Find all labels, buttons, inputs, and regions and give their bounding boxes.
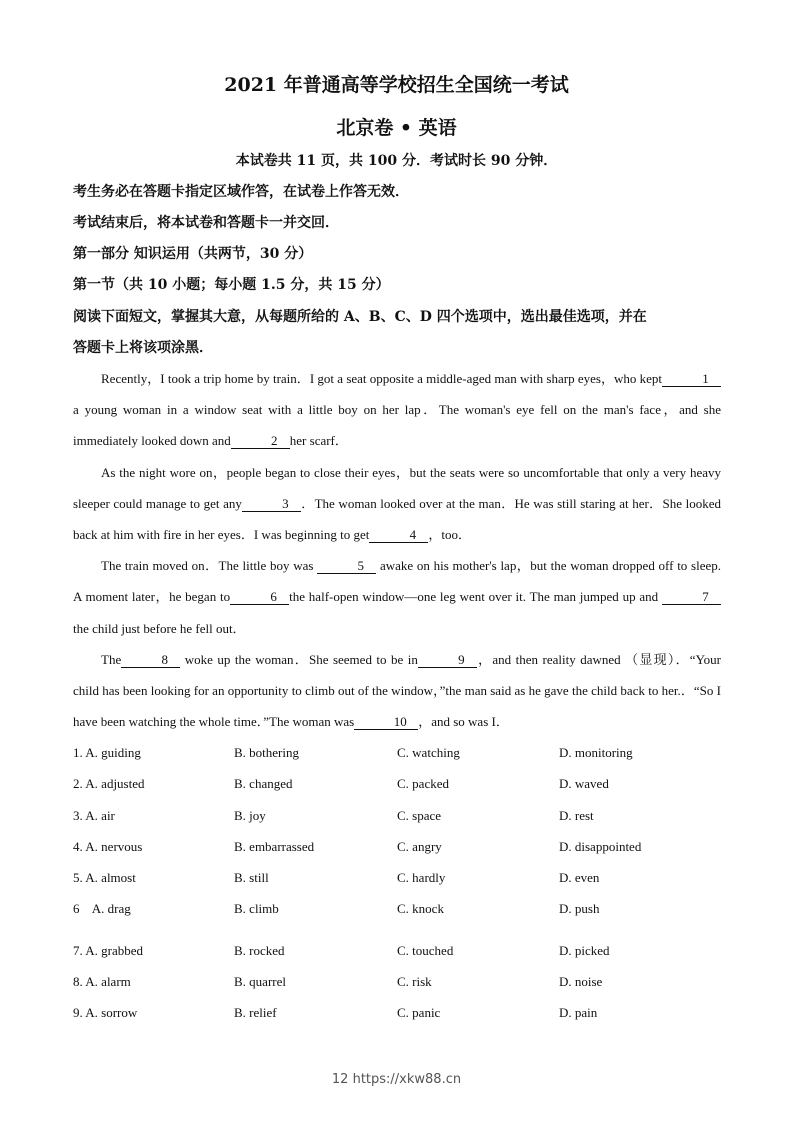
option-c: C. packed (397, 776, 449, 791)
passage-paragraph: As the night wore on，people began to close their eyes，but the seats were so uncomfortable that only a very heavy sleeper could manage to get any 3 ．The woman looked over at the man．He was still staring at her．She looked back at him with fire in her eyes．I was beginning to get 4 ，too． (73, 464, 721, 543)
answer-blank: 9 (418, 652, 477, 668)
instruction-line: 考生务必在答题卡指定区域作答，在试卷上作答无效． (73, 184, 409, 200)
passage-paragraph: The train moved on．The little boy was 5 awake on his mother's lap，but the woman dropped off to sleep. A moment later，he began to 6 the half-open window—one leg went over it. The man jumped up and 7the child just before he fell out． (73, 558, 721, 636)
option-c: C. watching (397, 745, 460, 760)
option-a: 1. A. guiding (73, 745, 141, 760)
option-c: C. touched (397, 943, 454, 958)
answer-blank: 4 (369, 527, 428, 543)
option-b: B. embarrassed (234, 839, 315, 854)
option-b: B. climb (234, 901, 279, 916)
section-heading: 第一部分 知识运用（共两节，30 分） (73, 246, 313, 262)
option-a: 6 A. drag (73, 901, 131, 916)
option-c: C. risk (397, 974, 432, 989)
option-b: B. relief (234, 1005, 277, 1020)
option-b: B. changed (234, 776, 293, 791)
page-title: 2021 年普通高等学校招生全国统一考试 (224, 74, 569, 96)
option-c: C. space (397, 808, 442, 823)
option-b: B. joy (234, 808, 266, 823)
option-row (73, 870, 723, 888)
option-row (73, 839, 723, 857)
option-row (73, 745, 723, 763)
subsection-heading: 第一节（共 10 小题；每小题 1.5 分，共 15 分） (73, 277, 390, 293)
option-a: 5. A. almost (73, 870, 136, 885)
answer-blank: 8 (121, 652, 180, 668)
option-c: C. hardly (397, 870, 446, 885)
option-row (73, 974, 723, 992)
passage-paragraph: The 8 woke up the woman．She seemed to be in 9 ，and then reality dawned （显现）．“Your child has been looking for an opportunity to climb out of the window，”the man said as he gave the child back to her.．“So I have been watching the whole time．”The woman was 10 ，and so was I． (73, 651, 721, 730)
option-d: D. monitoring (559, 745, 633, 760)
option-d: D. pain (559, 1005, 598, 1020)
exam-info: 本试卷共 11 页，共 100 分．考试时长 90 分钟． (235, 153, 558, 169)
option-b: B. bothering (234, 745, 299, 760)
option-b: B. rocked (234, 943, 285, 958)
option-row (73, 1005, 723, 1023)
page-subtitle: 北京卷 • 英语 (336, 117, 457, 139)
answer-blank: 2 (231, 433, 290, 449)
option-row (73, 943, 723, 961)
instruction-line: 答题卡上将该项涂黑． (73, 340, 213, 356)
option-row (73, 901, 723, 919)
answer-blank: 10 (354, 714, 418, 730)
option-row (73, 808, 723, 826)
passage-paragraph: Recently，I took a trip home by train．I got a seat opposite a middle-aged man with sharp eyes，who kept 1a young woman in a window seat with a little boy on her lap．The woman's eye fell on the man's face，and she immediately looked down and 2 her scarf． (73, 371, 721, 449)
option-b: B. still (234, 870, 269, 885)
option-c: C. angry (397, 839, 442, 854)
answer-blank: 3 (242, 496, 301, 512)
answer-blank: 7 (662, 589, 721, 605)
option-a: 3. A. air (73, 808, 115, 823)
option-d: D. waved (559, 776, 609, 791)
option-a: 8. A. alarm (73, 974, 131, 989)
option-d: D. even (559, 870, 600, 885)
passage (73, 363, 721, 737)
option-a: 4. A. nervous (73, 839, 143, 854)
option-a: 7. A. grabbed (73, 943, 144, 958)
option-row (73, 776, 723, 794)
page-footer: 12 https://xkw88.cn (331, 1072, 462, 1087)
instruction-line: 考试结束后，将本试卷和答题卡一并交回． (73, 215, 339, 231)
answer-blank: 5 (317, 558, 376, 574)
option-a: 2. A. adjusted (73, 776, 145, 791)
option-d: D. push (559, 901, 600, 916)
option-c: C. knock (397, 901, 444, 916)
option-a: 9. A. sorrow (73, 1005, 138, 1020)
option-d: D. picked (559, 943, 610, 958)
answer-blank: 6 (230, 589, 289, 605)
option-c: C. panic (397, 1005, 441, 1020)
option-b: B. quarrel (234, 974, 286, 989)
answer-blank: 1 (662, 371, 721, 387)
option-d: D. rest (559, 808, 594, 823)
instruction-line: 阅读下面短文，掌握其大意，从每题所给的 A、B、C、D 四个选项中，选出最佳选项，并在 (73, 309, 647, 325)
option-d: D. disappointed (559, 839, 642, 854)
option-d: D. noise (559, 974, 603, 989)
